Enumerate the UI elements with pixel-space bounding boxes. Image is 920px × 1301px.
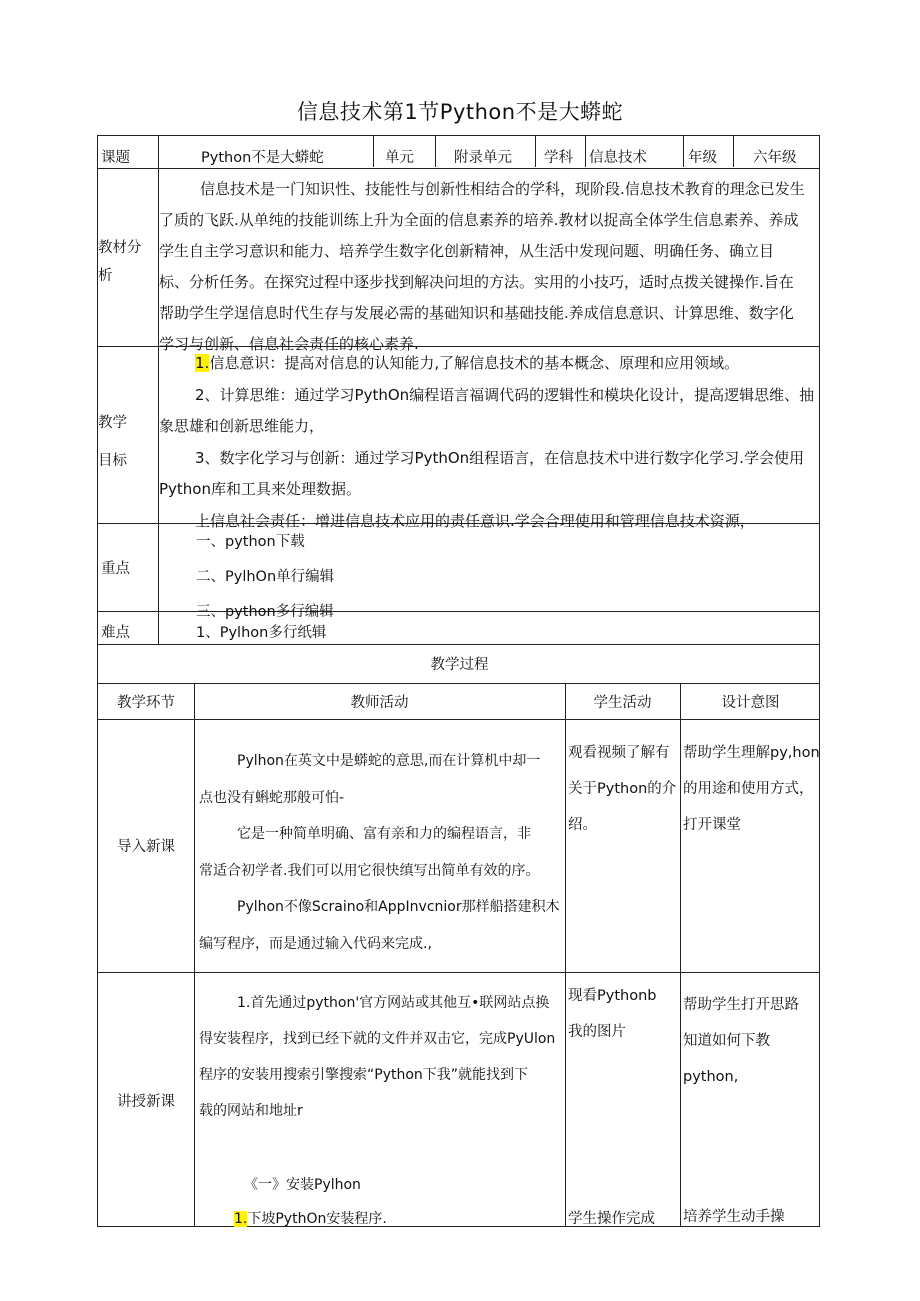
header-intent: 设计意图 [721, 695, 780, 711]
lecture-step1-number: 1. [234, 1211, 248, 1227]
intro-student-line: 关于Python的介 [568, 781, 677, 797]
goal1-text: 信息意识：提高对信息的认知能力,了解信息技术的基本概念、原理和应用领域。 [209, 354, 740, 372]
analysis-line: 了质的飞跃.从单纯的技能训练上升为全面的信息素养的培养.教材以捉高全体学生信息素养、养成 [159, 211, 799, 229]
subject-value: 信息技术 [589, 150, 647, 166]
lecture-teacher-line: 载的网站和地址r [199, 1103, 303, 1119]
analysis-label-line2: 析 [98, 268, 113, 284]
goals-text [159, 348, 821, 530]
lecture-student-activity [568, 978, 680, 1050]
lecture-intent-operation: 培养学生动手操 [683, 1209, 785, 1225]
difficulty-label: 难点 [101, 625, 130, 641]
goal4-line: 上信息社会责任：增进信息技术应用的责任意识.学会合理使用和管理信息技术资源， [195, 511, 755, 530]
analysis-line: 学习与创新、信息社会责任的核心素养. [159, 335, 419, 353]
intro-intent-line: 帮助学生理解py,hon [683, 745, 820, 761]
intro-teacher-line: 它是一种简单明确、富有亲和力的编程语言，非 [237, 826, 531, 842]
lecture-student-operation: 学生操作完成 [568, 1211, 655, 1227]
subject-label: 学科 [544, 150, 573, 166]
intro-stage: 导入新课 [117, 839, 175, 855]
key-point-item: 一、python下载 [196, 534, 305, 550]
course-label: 课题 [101, 150, 130, 166]
analysis-label-line1: 教材分 [98, 240, 142, 256]
analysis-line: 信息技术是一门知识性、技能性与创新性相结合的学科，现阶段.信息技术教育的理念已发生 [200, 180, 805, 198]
lecture-design-intent [683, 987, 820, 1095]
intro-intent-line: 的用途和使用方式， [683, 781, 814, 797]
goals-label-line1: 教学 [98, 415, 127, 431]
analysis-line: 学生自主学习意识和能力、培养学生数字化创新精神，从生活中发现问题、明确任务、确立目 [159, 242, 775, 260]
grade-value: 六年级 [753, 150, 797, 166]
analysis-label [98, 234, 158, 290]
analysis-text [159, 174, 821, 360]
intro-teacher-line: 点也没有蝌蛇那般可怕- [199, 789, 345, 806]
intro-student-line: 绍。 [568, 817, 597, 833]
grade-label: 年级 [688, 150, 717, 166]
lecture-stage: 讲授新课 [117, 1094, 175, 1110]
intro-teacher-line: 编写程序，而是通过输入代码来完成., [199, 935, 432, 952]
lesson-info-table [97, 135, 820, 645]
lecture-teacher-line: 程序的安装用搜索引擎搜索“Python下我”就能找到下 [199, 1067, 529, 1083]
lecture-step1-text: 下坡PythOn安装程序. [247, 1211, 387, 1227]
key-point-item: 三、python多行编辑 [196, 604, 334, 620]
course-value: Python不是大蟒蛇 [201, 150, 324, 166]
goals-label-line2: 目标 [98, 453, 127, 469]
lecture-subheading: 《一》安装Pylhon [244, 1177, 361, 1193]
header-student: 学生活动 [593, 695, 652, 711]
analysis-line: 标、分析任务。在探究过程中逐步找到解决问坦的方法。实用的小技巧，适时点拨关键操作.旨在 [159, 273, 794, 291]
analysis-line: 帮助学生学逞信息时代生存与发展必需的基础知识和基础技能.养成信息意识、计算思维、数字化 [159, 304, 794, 322]
intro-teacher-line: 常适合初学者.我们可以用它很快缜写出简单有效的序。 [199, 862, 540, 879]
document-title: 信息技术第1节Python不是大蟒蛇 [296, 100, 624, 124]
intro-teacher-line: Pylhon在英文中是蟒蛇的意思,而在计算机中却一 [237, 753, 541, 769]
key-points-list [196, 525, 596, 620]
key-points-label: 重点 [101, 561, 130, 577]
process-title: 教学过程 [430, 657, 489, 673]
lecture-teacher-line: 得安装程序，找到已经下就的文件并双击它，完成PyUlon [199, 1031, 556, 1047]
intro-teacher-activity [199, 743, 565, 962]
intro-student-activity [568, 735, 680, 843]
lecture-teacher-activity [199, 985, 565, 1129]
difficulty-value: 1、Pylhon多行纸辑 [196, 625, 327, 641]
goal2-line: 象思雄和创新思维能力， [159, 417, 325, 435]
lecture-intent-line: 帮助学生打开思路 [683, 997, 799, 1013]
lecture-intent-line: 知道如何下教 [683, 1033, 770, 1049]
intro-student-line: 观看视频了解有 [568, 745, 670, 761]
header-teacher: 教师活动 [350, 695, 409, 711]
goal3-line: Python库和工具来处理数据。 [159, 480, 361, 498]
header-stage: 教学环节 [117, 695, 175, 711]
intro-design-intent [683, 735, 820, 843]
unit-label: 单元 [385, 150, 414, 166]
intro-teacher-line: Pylhon不像Scraino和AppInvcnior那样船搭建积木 [237, 899, 560, 915]
lecture-step1 [234, 1209, 387, 1229]
lecture-student-line: 现看Pythonb [568, 988, 657, 1004]
goals-label [98, 404, 158, 480]
goal3-line: 3、数字化学习与创新：通过学习PythOn组程语言，在信息技术中进行数字化学习.学会使用 [195, 448, 804, 467]
lecture-teacher-line: 1.首先通过python'官方网站或其他互•联网站点换 [237, 995, 550, 1011]
goal1-number: 1. [195, 354, 210, 372]
teaching-process-table [97, 644, 820, 1227]
lecture-intent-line: python, [683, 1069, 739, 1085]
goal2-line: 2、计算思维：通过学习PythOn编程语言福调代码的逻辑性和模块化设计，提高逻辑思维、抽 [195, 385, 815, 404]
lecture-student-line: 我的图片 [568, 1024, 626, 1040]
intro-intent-line: 打开课堂 [683, 817, 741, 833]
key-point-item: 二、PylhOn单行编辑 [196, 569, 335, 585]
unit-value: 附录单元 [454, 150, 512, 166]
